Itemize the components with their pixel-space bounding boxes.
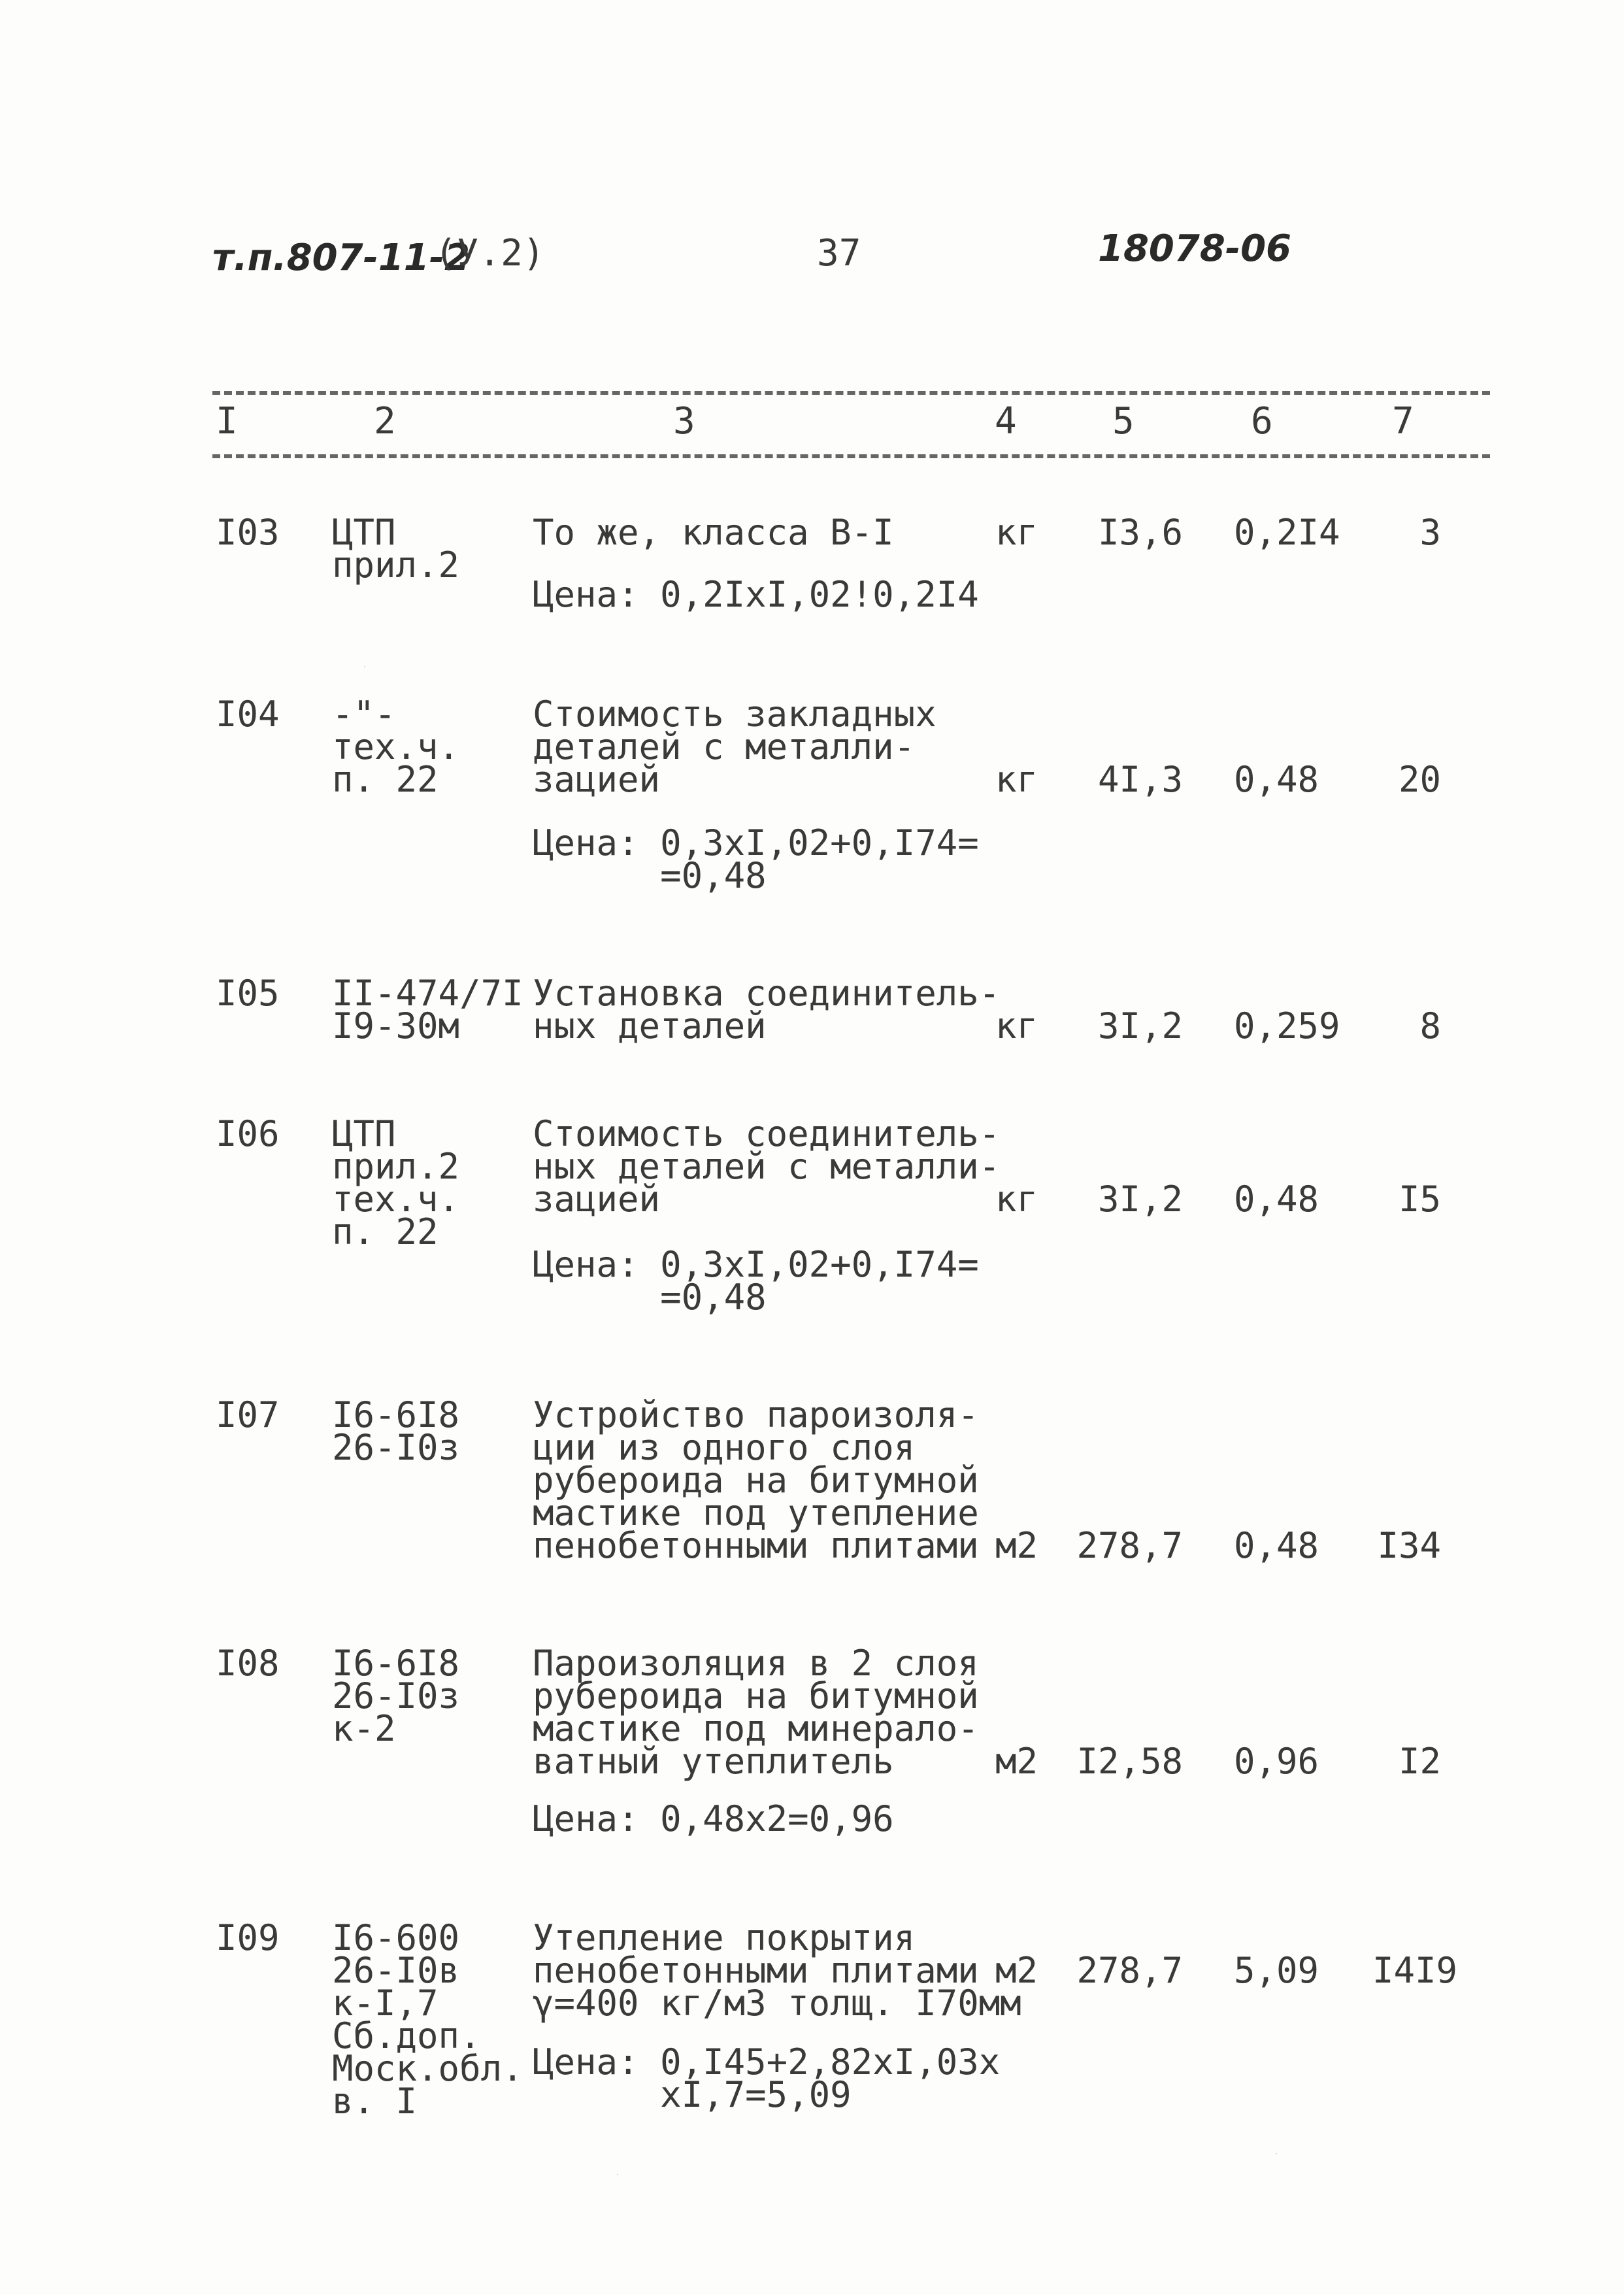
unit-cost-value: 0,48 <box>1234 1179 1319 1220</box>
row-number: I09 <box>216 1917 280 1958</box>
quantity-value: 4I,3 <box>1097 759 1183 800</box>
total-cost-value: 20 <box>1398 759 1441 800</box>
work-description: Утепление покрытия пенобетонными плитами γ=400 кг/м3 толщ. I70мм <box>533 1917 1021 2024</box>
quantity-value: 278,7 <box>1076 1950 1183 1991</box>
unit-of-measure: кг <box>995 512 1038 553</box>
unit-cost-value: 0,48 <box>1234 759 1319 800</box>
unit-of-measure: кг <box>995 1179 1038 1220</box>
total-cost-value: 3 <box>1419 512 1441 553</box>
price-calculation: Цена: 0,3xI,02+0,I74= =0,48 <box>533 1244 979 1318</box>
total-cost-value: I4I9 <box>1372 1950 1458 1991</box>
basis-reference: I6-6I8 26-I0з <box>332 1394 460 1468</box>
header-top-rule <box>212 391 1490 395</box>
unit-cost-value: 0,48 <box>1234 1525 1319 1566</box>
total-cost-value: I5 <box>1398 1179 1441 1220</box>
work-description: Стоимость закладных деталей с металли- зацией <box>533 694 936 800</box>
row-number: I07 <box>216 1394 280 1435</box>
quantity-value: 3I,2 <box>1097 1179 1183 1220</box>
row-number: I04 <box>216 694 280 735</box>
unit-cost-value: 5,09 <box>1234 1950 1319 1991</box>
unit-of-measure: кг <box>995 1005 1038 1047</box>
unit-of-measure: м2 <box>995 1525 1038 1566</box>
unit-cost-value: 0,96 <box>1234 1741 1319 1782</box>
basis-reference: -"- тех.ч. п. 22 <box>332 694 460 800</box>
price-calculation: Цена: 0,I45+2,82xI,03x xI,7=5,09 <box>533 2041 1001 2115</box>
unit-of-measure: кг <box>995 759 1038 800</box>
header-bottom-rule <box>212 454 1490 458</box>
page-number: 37 <box>817 232 861 275</box>
row-number: I05 <box>216 973 280 1014</box>
unit-cost-value: 0,2I4 <box>1234 512 1340 553</box>
work-description: Стоимость соединитель- ных деталей с металли- зацией <box>533 1113 1001 1220</box>
basis-reference: II-474/7I I9-30м <box>332 973 523 1047</box>
col-header-1: I <box>216 400 238 443</box>
work-description: Устройство пароизоля- ции из одного слоя рубероида на битумной мастике под утепление пенобетонными плитами <box>533 1394 979 1566</box>
document-code: т.п.807-11-2 <box>212 237 470 279</box>
basis-reference: ЦТП прил.2 тех.ч. п. 22 <box>332 1113 460 1252</box>
basis-reference: ЦТП прил.2 <box>332 512 460 586</box>
volume-label: (У.2) <box>435 232 545 275</box>
quantity-value: I3,6 <box>1097 512 1183 553</box>
col-header-3: 3 <box>673 400 695 443</box>
inventory-number: 18078-06 <box>1098 227 1291 270</box>
total-cost-value: I34 <box>1377 1525 1441 1566</box>
price-calculation: Цена: 0,3xI,02+0,I74= =0,48 <box>533 822 979 896</box>
basis-reference: I6-600 26-I0в к-I,7 Сб.доп. Моск.обл. в. I <box>332 1917 523 2122</box>
col-header-7: 7 <box>1392 400 1414 443</box>
quantity-value: 3I,2 <box>1097 1005 1183 1047</box>
quantity-value: I2,58 <box>1076 1741 1183 1782</box>
scan-speck: · <box>363 663 367 671</box>
row-number: I03 <box>216 512 280 553</box>
col-header-2: 2 <box>374 400 396 443</box>
unit-of-measure: м2 <box>995 1741 1038 1782</box>
row-number: I08 <box>216 1643 280 1684</box>
col-header-4: 4 <box>995 400 1017 443</box>
total-cost-value: 8 <box>1419 1005 1441 1047</box>
total-cost-value: I2 <box>1398 1741 1441 1782</box>
col-header-6: 6 <box>1251 400 1273 443</box>
scan-speck: · <box>616 2171 620 2179</box>
work-description: Установка соединитель- ных деталей <box>533 973 1001 1047</box>
price-calculation: Цена: 0,48x2=0,96 <box>533 1798 894 1839</box>
price-calculation: Цена: 0,2IxI,02!0,2I4 <box>533 574 979 615</box>
unit-cost-value: 0,259 <box>1234 1005 1340 1047</box>
row-number: I06 <box>216 1113 280 1154</box>
col-header-5: 5 <box>1112 400 1135 443</box>
quantity-value: 278,7 <box>1076 1525 1183 1566</box>
basis-reference: I6-6I8 26-I0з к-2 <box>332 1643 460 1749</box>
work-description: То же, класса В-I <box>533 512 894 553</box>
unit-of-measure: м2 <box>995 1950 1038 1991</box>
work-description: Пароизоляция в 2 слоя рубероида на битумной мастике под минерало- ватный утеплитель <box>533 1643 979 1782</box>
scan-speck: · <box>1274 2151 1279 2158</box>
